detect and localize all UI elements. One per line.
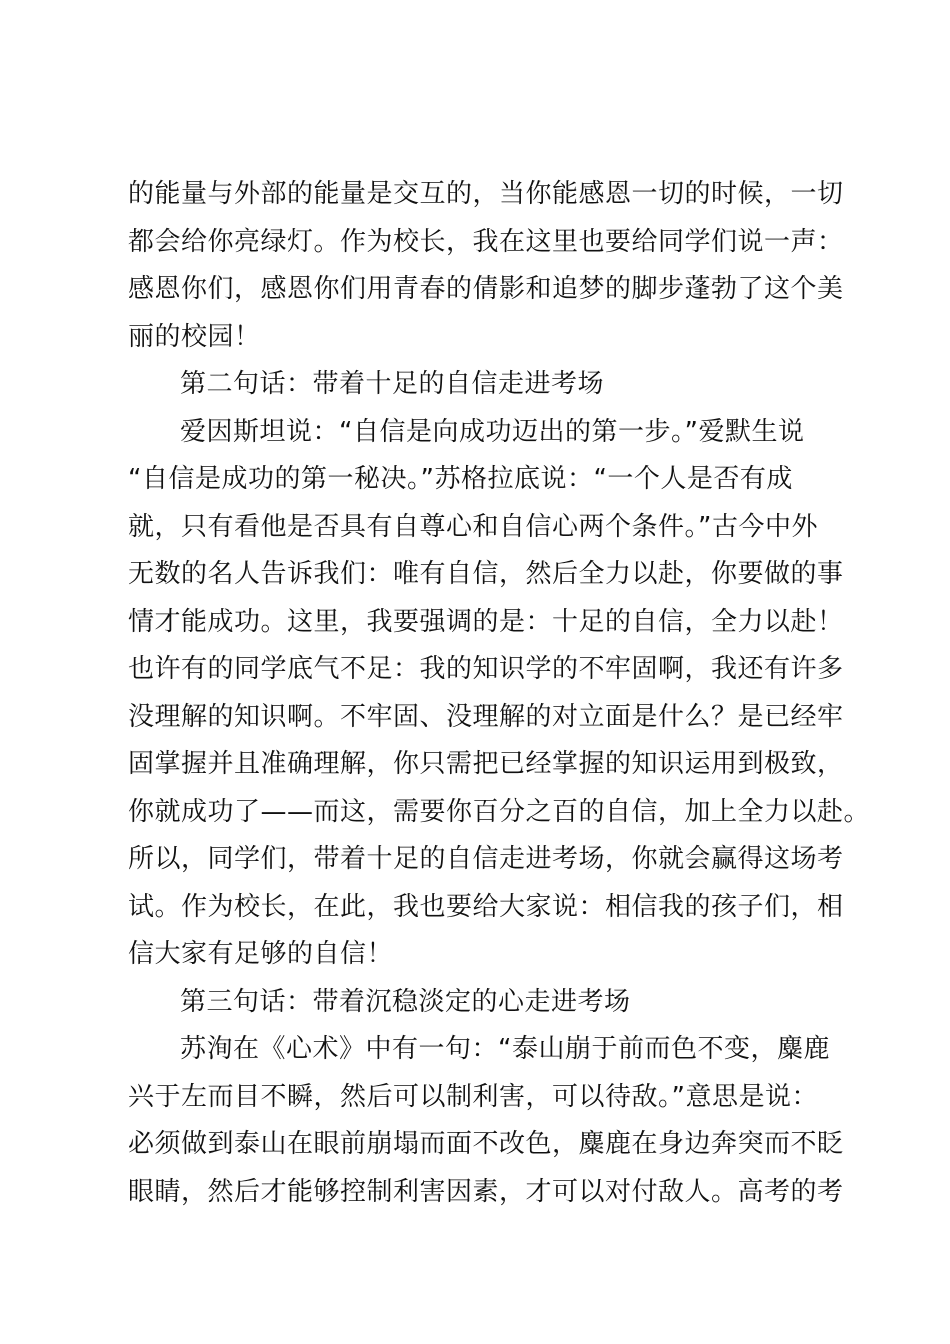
text-line: 所以，同学们，带着十足的自信走进考场，你就会赢得这场考 [128, 844, 844, 874]
text-line: 爱因斯坦说：“自信是向成功迈出的第一步。”爱默生说 [180, 416, 805, 447]
text-line: 必须做到泰山在眼前崩塌而面不改色，麋鹿在身边奔突而不眨 [128, 1129, 844, 1159]
text-line: 固掌握并且准确理解，你只需把已经掌握的知识运用到极致， [128, 749, 844, 779]
text-line: 感恩你们，感恩你们用青春的倩影和追梦的脚步蓬勃了这个美 [128, 274, 844, 304]
text-line: 就，只有看他是否具有自尊心和自信心两个条件。”古今中外 [128, 511, 818, 542]
document-body [128, 171, 871, 1216]
text-line: 的能量与外部的能量是交互的，当你能感恩一切的时候，一切 [128, 179, 844, 209]
text-line: 也许有的同学底气不足：我的知识学的不牢固啊，我还有许多 [128, 654, 844, 684]
text-line: 眼睛，然后才能够控制利害因素，才可以对付敌人。高考的考 [128, 1176, 844, 1207]
text-line: 兴于左而目不瞬，然后可以制利害，可以待敌。”意思是说： [128, 1081, 818, 1112]
section-heading: 第三句话：带着沉稳淡定的心走进考场 [180, 986, 631, 1017]
text-line: 没理解的知识啊。不牢固、没理解的对立面是什么？是已经牢 [128, 701, 844, 732]
text-line: 情才能成功。这里，我要强调的是：十足的自信，全力以赴！ [128, 606, 844, 637]
text-line: 你就成功了——而这，需要你百分之百的自信，加上全力以赴。 [128, 796, 871, 827]
text-line: 信大家有足够的自信！ [128, 939, 394, 969]
text-line: 无数的名人告诉我们：唯有自信，然后全力以赴，你要做的事 [128, 559, 844, 589]
section-heading: 第二句话：带着十足的自信走进考场 [180, 369, 605, 399]
text-line: 都会给你亮绿灯。作为校长，我在这里也要给同学们说一声： [128, 226, 844, 257]
text-line: “自信是成功的第一秘决。”苏格拉底说：“一个人是否有成 [128, 464, 793, 494]
text-line: 苏洵在《心术》中有一句：“泰山崩于前而色不变，麋鹿 [180, 1034, 830, 1064]
text-line: 丽的校园！ [128, 321, 261, 352]
text-line: 试。作为校长，在此，我也要给大家说：相信我的孩子们，相 [128, 891, 844, 922]
